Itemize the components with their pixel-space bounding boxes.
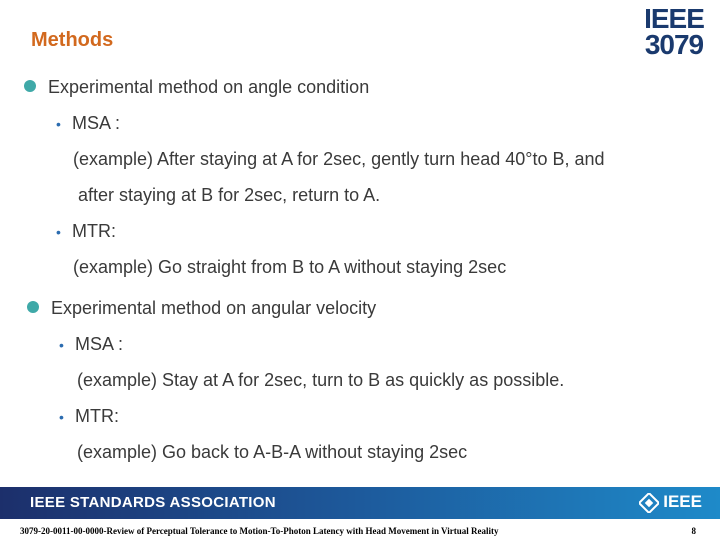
page-number: 8 <box>691 526 696 536</box>
ieee-logo-text: IEEE <box>663 492 702 511</box>
logo-line1: IEEE <box>644 3 704 34</box>
page-title: Methods <box>31 29 114 51</box>
item-label: MSA : <box>75 334 124 354</box>
bullet-dot-icon <box>24 80 36 92</box>
list-item-mtr-angle <box>56 221 116 242</box>
bullet-icon: • <box>56 116 61 132</box>
bullet-icon: • <box>56 224 61 240</box>
example-text: (example) Stay at A for 2sec, turn to B as quickly as possible. <box>77 370 565 390</box>
ieee-logo <box>639 492 702 513</box>
ieee-3079-logo <box>640 3 708 60</box>
section-heading-angle <box>24 77 369 98</box>
item-label: MTR: <box>75 406 119 426</box>
example-text: (example) Go straight from B to A without staying 2sec <box>73 257 507 277</box>
logo-line2: 3079 <box>644 29 704 60</box>
band-text: IEEE STANDARDS ASSOCIATION <box>30 494 276 511</box>
bullet-icon: • <box>59 409 64 425</box>
section-heading-text: Experimental method on angle condition <box>48 77 370 97</box>
bullet-dot-icon <box>27 301 39 313</box>
example-text: (example) After staying at A for 2sec, gently turn head 40°to B, and <box>73 149 605 169</box>
bullet-icon: • <box>59 337 64 353</box>
section-heading-velocity <box>27 298 376 319</box>
example-text: after staying at B for 2sec, return to A. <box>78 185 381 205</box>
example-text: (example) Go back to A-B-A without staying 2sec <box>77 442 468 462</box>
item-label: MSA : <box>72 113 121 133</box>
list-item-mtr-velocity <box>59 406 119 427</box>
ieee-diamond-icon <box>639 493 659 513</box>
section-heading-text: Experimental method on angular velocity <box>51 298 377 318</box>
list-item-msa-velocity <box>59 334 123 355</box>
item-label: MTR: <box>72 221 116 241</box>
list-item-msa-angle <box>56 113 120 134</box>
footer-document-id: 3079-20-0011-00-0000-Review of Perceptual Tolerance to Motion-To-Photon Latency with Head Movement in Virtual Reality <box>20 526 499 536</box>
footer-band <box>0 487 720 519</box>
